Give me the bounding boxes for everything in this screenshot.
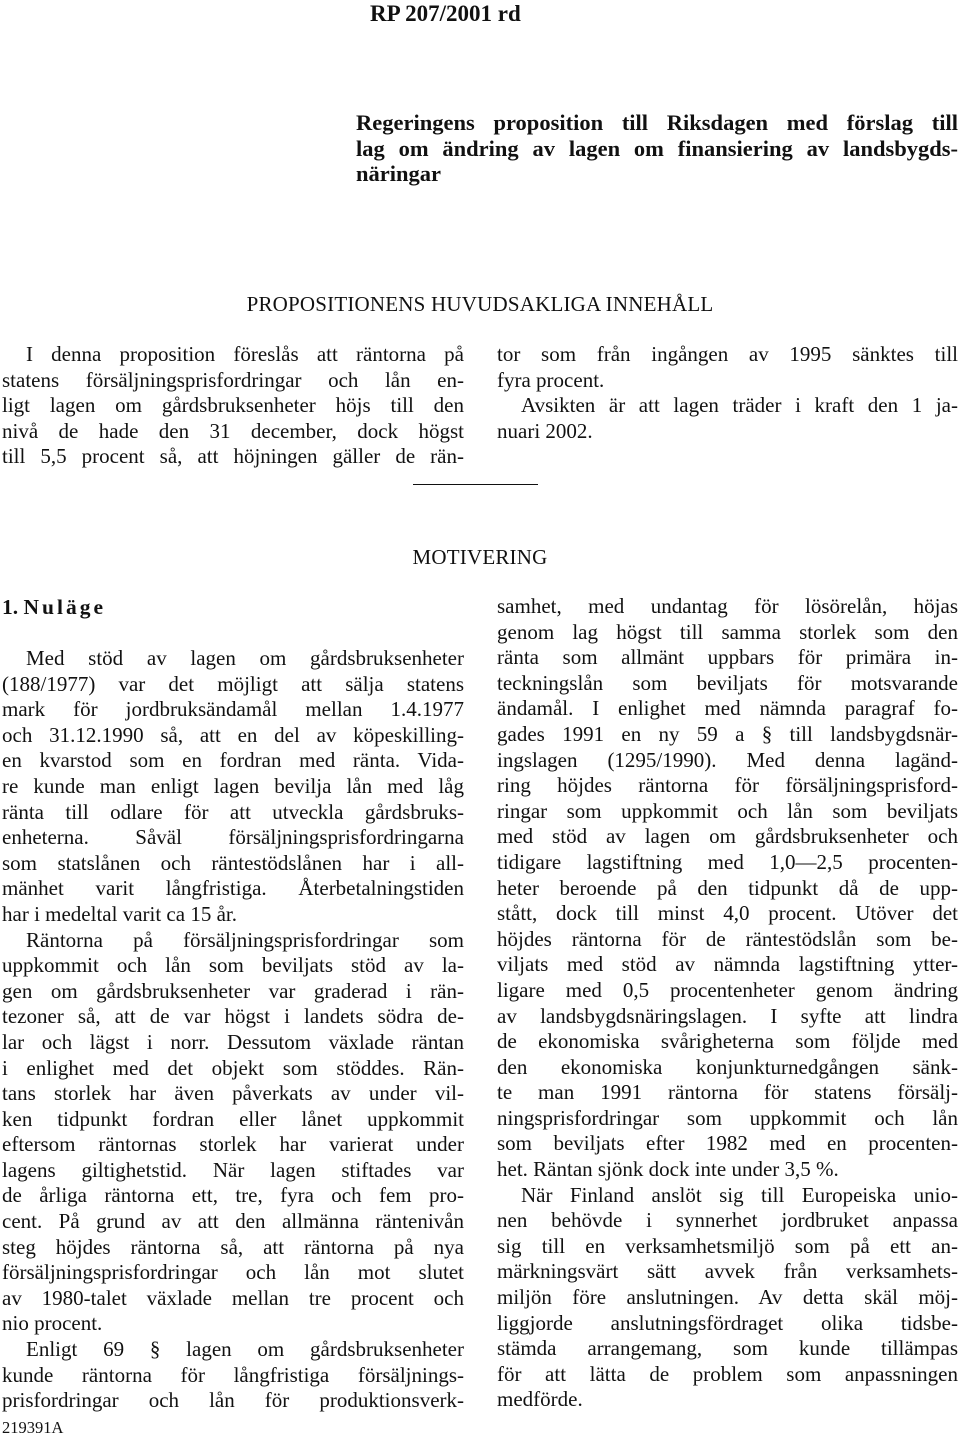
- summary-line: ligt lagen om gårdsbruksenheter höjs till den: [2, 393, 464, 418]
- body-line: ligare med 0,5 procentenheter genom ändring: [497, 977, 958, 1002]
- title-line: näringar: [356, 161, 442, 186]
- section-divider: [413, 484, 538, 485]
- body-line: ringar som uppkommit och lån som beviljats: [497, 798, 958, 823]
- body-line: nen behövde i synnerhet jordbruket anpassa: [497, 1208, 958, 1233]
- body-line: tezoner så, att de var högst i landets södra de-: [2, 1004, 464, 1029]
- body-line: och 31.12.1990 så, att en del av köpeskilling-: [2, 722, 464, 747]
- body-line: gen om gårdsbruksenheter var graderad i rän-: [2, 978, 464, 1003]
- body-line: ningsprisfordringar som uppkommit och lån: [497, 1105, 958, 1130]
- body-line: nio procent.: [2, 1311, 103, 1336]
- summary-line: Avsikten är att lagen träder i kraft den 1 ja-: [521, 393, 958, 418]
- body-line: sig till en verksamhetsmiljö som på ett an-: [497, 1233, 958, 1258]
- summary-left-column: [2, 342, 464, 470]
- body-line: uppkommit och lån som beviljats stöd av la-: [2, 953, 464, 978]
- body-line: med stöd av lagen om gårdsbruksenheter och: [497, 824, 958, 849]
- body-line: ingslagen (1295/1990). Med denna lagänd-: [497, 747, 958, 772]
- body-line: te man 1991 räntorna för statens försälj-: [497, 1080, 958, 1105]
- body-line: kunde räntorna för långfristiga försäljnings-: [2, 1362, 464, 1387]
- body-line: lar och lägst i norr. Dessutom växlade räntan: [2, 1029, 464, 1054]
- body-line: (188/1977) var det möjligt att sälja statens: [2, 671, 464, 696]
- body-line: de ekonomiska svårigheterna som följde med: [497, 1029, 958, 1054]
- body-line: som statslånen och räntestödslånen har i all-: [2, 850, 464, 875]
- body-line: re kunde man enligt lagen bevilja lån med låg: [2, 773, 464, 798]
- body-line: tans storlek har även påverkats av under vil-: [2, 1081, 464, 1106]
- summary-line: statens försäljningsprisfordringar och lån en-: [2, 367, 464, 392]
- body-line: ränta som allmänt uppbars för primära in-: [497, 645, 958, 670]
- body-line: stämda arrangemang, som kunde tillämpas: [497, 1336, 958, 1361]
- body-line: för att lätta de problem som anpassningen: [497, 1361, 958, 1386]
- proposition-title: [356, 110, 958, 187]
- body-line: medförde.: [497, 1387, 583, 1412]
- body-line: enheterna. Såväl försäljningsprisfordringarna: [2, 825, 464, 850]
- body-line: mänhet varit långfristiga. Återbetalningstiden: [2, 876, 464, 901]
- body-line: ändamål. I enlighet med nämnda paragraf fo-: [497, 696, 958, 721]
- summary-line: fyra procent.: [497, 367, 605, 392]
- body-line: märkningsvärt sätt avvek från verksamhets-: [497, 1259, 958, 1284]
- body-line: ränta till odlare för att utveckla gårdsbruks-: [2, 799, 464, 824]
- summary-line: tor som från ingången av 1995 sänktes till: [497, 342, 958, 366]
- document-code: 219391A: [2, 1418, 64, 1437]
- body-line: samhet, med undantag för lösörelån, höjas: [497, 594, 958, 618]
- body-line: heter beroende på den tidpunkt då de upp-: [497, 875, 958, 900]
- body-line: prisfordringar och lån för produktionsverk-: [2, 1388, 464, 1413]
- body-line: försäljningsprisfordringar och lån mot slutet: [2, 1260, 464, 1285]
- body-line: av landsbygdsnäringslagen. I syfte att lindra: [497, 1003, 958, 1028]
- body-line: i enlighet med det objekt som stöddes. Rän-: [2, 1055, 464, 1080]
- body-line: ken tidpunkt fordran eller lånet uppkommit: [2, 1106, 464, 1131]
- body-line: cent. På grund av att den allmänna räntenivån: [2, 1209, 464, 1234]
- summary-line: I denna proposition föreslås att räntorna på: [26, 342, 464, 366]
- section-title: Nuläge: [23, 595, 106, 619]
- title-line: lag om ändring av lagen om finansiering av landsbygds-: [356, 135, 958, 161]
- summary-heading: PROPOSITIONENS HUVUDSAKLIGA INNEHÅLL: [246, 292, 714, 316]
- body-line: eftersom räntornas storlek har varierat under: [2, 1132, 464, 1157]
- body-line: gades 1991 en ny 59 a § till landsbygdsnär-: [497, 721, 958, 746]
- body-line: tidigare lagstiftning med 1,0—2,5 procenten-: [497, 849, 958, 874]
- body-line: liggjorde anslutningsfördraget olika tidsbe-: [497, 1310, 958, 1335]
- right-body-column: [497, 594, 958, 1413]
- body-line: lagens giltighetstid. När lagen stiftades var: [2, 1157, 464, 1182]
- body-line: teckningslån som beviljats för motsvarande: [497, 670, 958, 695]
- body-line: viljats med stöd av nämnda lagstiftning ytter-: [497, 952, 958, 977]
- body-line: av 1980-talet växlade mellan tre procent och: [2, 1285, 464, 1310]
- body-line: en kvarstod som en fordran med ränta. Vida-: [2, 748, 464, 773]
- body-line: Räntorna på försäljningsprisfordringar som: [26, 927, 464, 952]
- body-line: steg höjdes räntorna så, att räntorna på nya: [2, 1234, 464, 1259]
- body-line: som beviljats efter 1982 med en procenten-: [497, 1131, 958, 1156]
- body-line: Enligt 69 § lagen om gårdsbruksenheter: [26, 1337, 464, 1362]
- document-header: RP 207/2001 rd: [370, 1, 521, 26]
- title-line: Regeringens proposition till Riksdagen med förslag till: [356, 110, 958, 135]
- summary-line: nuari 2002.: [497, 418, 593, 443]
- body-line: stått, dock till minst 4,0 procent. Utöver det: [497, 901, 958, 926]
- section-number: 1.: [2, 595, 19, 619]
- body-line: den ekonomiska konjunkturnedgången sänk-: [497, 1054, 958, 1079]
- body-line: het. Räntan sjönk dock inte under 3,5 %.: [497, 1157, 839, 1182]
- left-body-column: [2, 646, 464, 1414]
- section-heading-nulage: [2, 594, 106, 620]
- body-line: höjdes räntorna för de räntestödslån som be-: [497, 926, 958, 951]
- summary-right-column: [497, 342, 958, 444]
- summary-line: till 5,5 procent så, att höjningen gäller de rän-: [2, 444, 464, 469]
- body-line: ring höjdes räntorna för försäljningsprisford-: [497, 773, 958, 798]
- body-line: mark för jordbruksändamål mellan 1.4.1977: [2, 697, 464, 722]
- body-line: Med stöd av lagen om gårdsbruksenheter: [26, 646, 464, 670]
- body-line: När Finland anslöt sig till Europeiska unio-: [521, 1182, 958, 1207]
- summary-line: nivå de hade den 31 december, dock högst: [2, 418, 464, 443]
- motivation-heading: MOTIVERING: [412, 545, 548, 569]
- body-line: genom lag högst till samma storlek som den: [497, 619, 958, 644]
- body-line: de årliga räntorna ett, tre, fyra och fem pro-: [2, 1183, 464, 1208]
- body-line: har i medeltal varit ca 15 år.: [2, 901, 237, 926]
- body-line: miljön före anslutningen. Av detta skäl möj-: [497, 1285, 958, 1310]
